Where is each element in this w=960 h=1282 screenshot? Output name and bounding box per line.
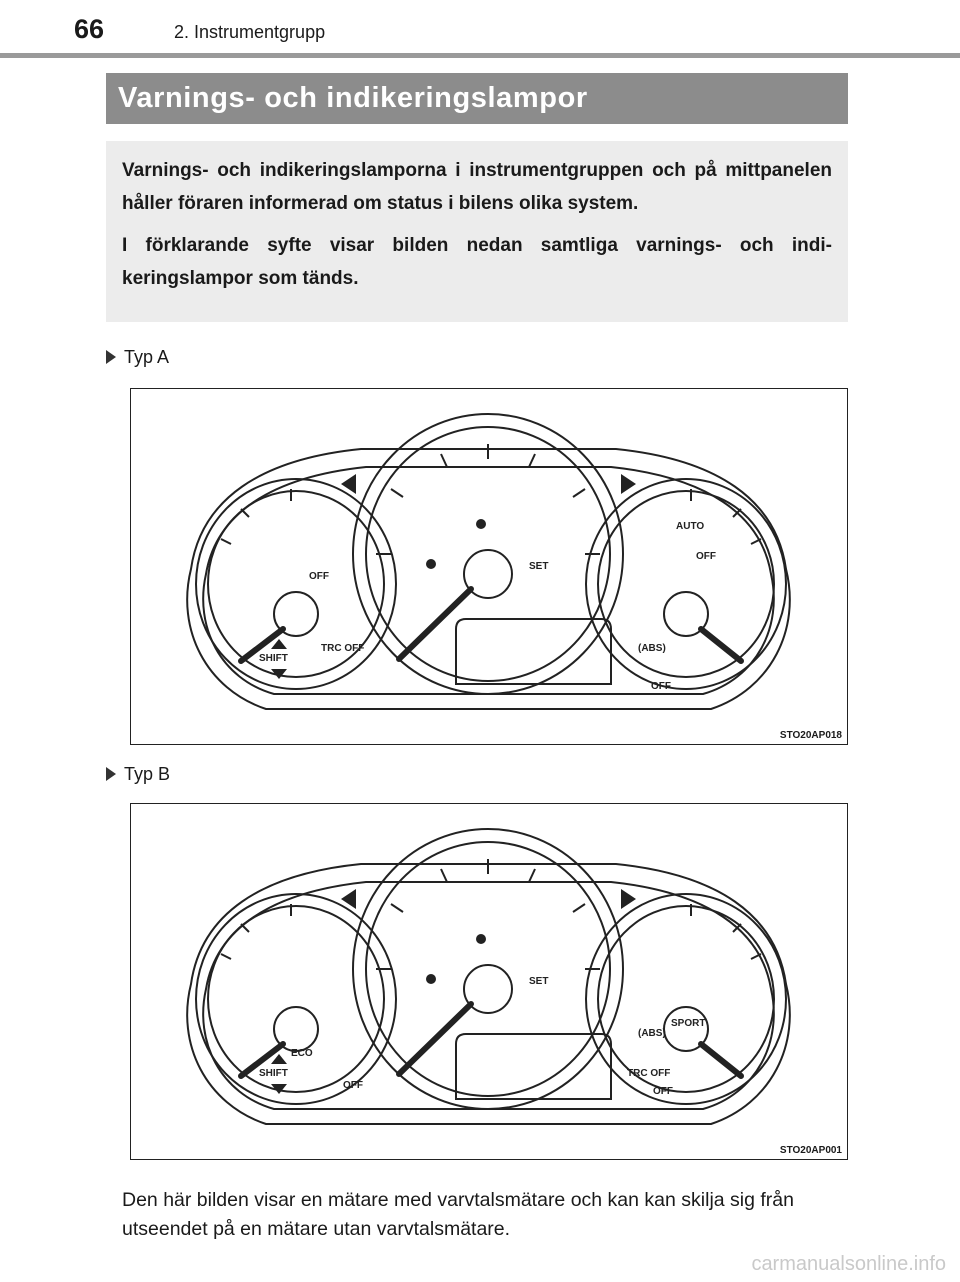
brake-warning-icon	[476, 519, 486, 529]
figure-code-type-b: STO20AP001	[779, 1145, 842, 1156]
page-number: 66	[74, 14, 105, 44]
triangle-bullet-icon	[106, 350, 116, 364]
cluster-figure-type-b	[130, 803, 848, 1160]
sport-indicator-label: SPORT	[671, 1018, 706, 1029]
figure-code-type-a: STO20AP018	[779, 730, 842, 741]
intro-paragraph-2: I förklarande syfte visar bilden nedan samtliga varnings- och indi-keringslampor som tänds.	[122, 235, 832, 289]
airbag-warning-icon	[426, 974, 436, 984]
brake-warning-icon	[476, 934, 486, 944]
set-indicator-label: SET	[529, 561, 549, 572]
type-b-text: Typ B	[124, 764, 171, 784]
off-label-left: OFF	[343, 1080, 363, 1091]
page-heading: Varnings- och indikeringslampor	[118, 82, 588, 114]
intro-paragraph-1: Varnings- och indikeringslamporna i instrumentgruppen och på mittpanelen håller föraren informerad om status i bilens olika system.	[122, 160, 832, 214]
type-a-label	[106, 347, 169, 368]
shift-indicator-label: SHIFT	[259, 1068, 288, 1079]
off-label-left: OFF	[309, 571, 329, 582]
trc-off-label: TRC OFF	[627, 1068, 671, 1079]
instrument-cluster-type-a-illustration	[131, 389, 846, 743]
set-indicator-label: SET	[529, 976, 549, 987]
off-label-right: OFF	[696, 551, 716, 562]
shift-up-arrow-icon	[271, 1054, 287, 1064]
shift-up-arrow-icon	[271, 639, 287, 649]
instrument-cluster-type-b-illustration	[131, 804, 846, 1158]
abs-indicator-label: (ABS)	[638, 1028, 666, 1039]
triangle-bullet-icon	[106, 767, 116, 781]
footer-note: Den här bilden visar en mätare med varvtalsmätare och kan kan skilja sig från utseendet på en mätare utan varvtalsmätare.	[122, 1189, 794, 1240]
off-label-right: OFF	[653, 1086, 673, 1097]
header-divider	[0, 53, 960, 58]
eco-indicator-label: ECO	[291, 1048, 313, 1059]
intro-box	[106, 141, 848, 322]
watermark: carmanualsonline.info	[751, 1253, 946, 1275]
abs-indicator-label: (ABS)	[638, 643, 666, 654]
airbag-warning-icon	[426, 559, 436, 569]
right-turn-signal-icon	[621, 889, 636, 909]
type-b-label	[106, 764, 170, 785]
trc-off-label: TRC OFF	[321, 643, 365, 654]
right-turn-signal-icon	[621, 474, 636, 494]
shift-indicator-label: SHIFT	[259, 653, 288, 664]
section-title: 2. Instrumentgrupp	[174, 22, 326, 42]
auto-label: AUTO	[676, 521, 705, 532]
type-a-text: Typ A	[124, 347, 170, 367]
heading-bar	[106, 73, 848, 124]
cluster-figure-type-a	[130, 388, 848, 745]
off-label-bottom: OFF	[651, 681, 671, 692]
